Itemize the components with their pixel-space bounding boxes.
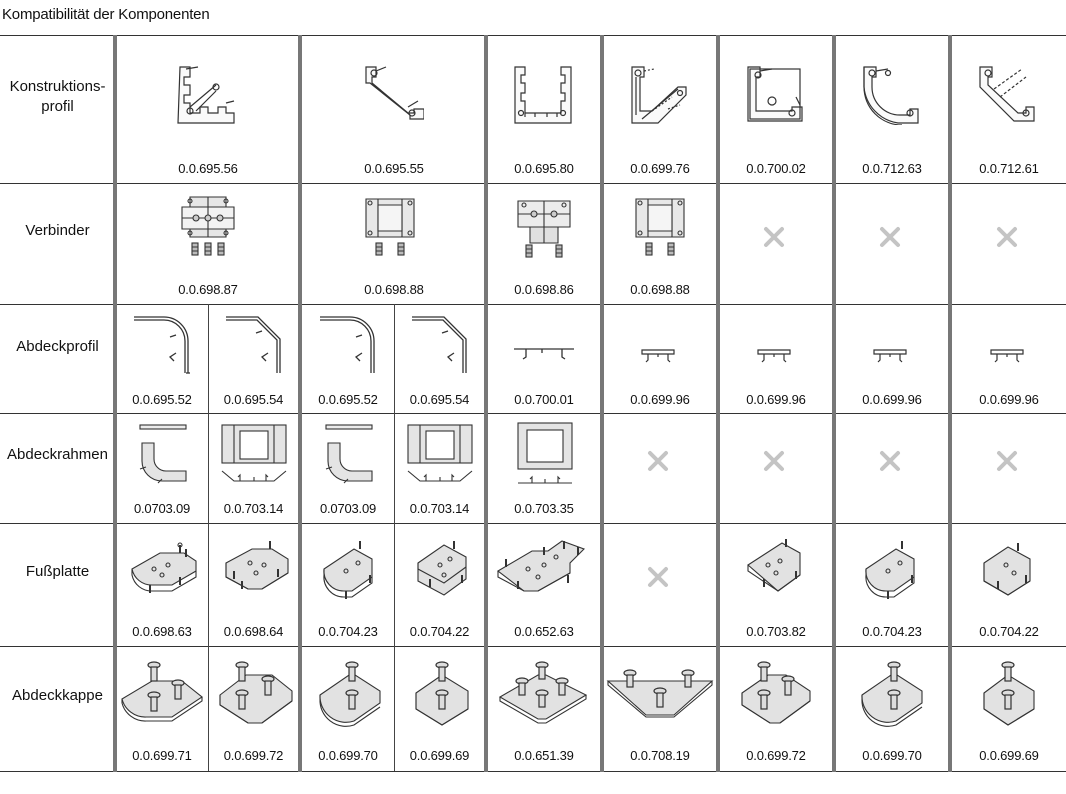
row-label-abdeckkappe: Abdeckkappe [12, 687, 103, 704]
cover-cap-bevel-image [606, 667, 714, 723]
profile-angled-image [628, 63, 690, 125]
code-label: 0.0.708.19 [630, 748, 690, 763]
cover-frame-corner-image [132, 421, 192, 489]
row-label-fussplatte: Fußplatte [25, 563, 90, 580]
base-plate-image [742, 535, 808, 607]
cover-profile-flat-image [512, 343, 576, 363]
base-plate-image [316, 535, 382, 607]
code-label: 0.0.699.70 [318, 748, 378, 763]
code-label: 0.0.700.01 [514, 392, 574, 407]
cover-profile-bevel-image [408, 313, 472, 377]
cover-profile-round-image [130, 313, 194, 377]
cover-cap-image [118, 659, 206, 731]
cover-frame-square-image [514, 419, 576, 491]
cover-cap-image [410, 659, 474, 731]
cover-frame-straight-image [220, 421, 288, 489]
base-plate-image [220, 535, 292, 607]
x-mark-icon [995, 225, 1019, 249]
profile-corner-image [176, 63, 238, 125]
code-label: 0.0.699.96 [630, 392, 690, 407]
cover-profile-small-image [989, 347, 1025, 363]
code-label: 0.0.704.22 [979, 624, 1039, 639]
cover-profile-small-image [640, 347, 676, 363]
profile-bevel-image [976, 63, 1038, 125]
row-label-konstruktionsprofil: Konstruktions- profil [9, 78, 106, 115]
code-label: 0.0.695.54 [223, 392, 284, 407]
code-label: 0.0.698.63 [132, 624, 192, 639]
connector-t-image [512, 191, 576, 263]
code-label: 0.0.695.80 [514, 161, 574, 176]
cover-cap-large-image [496, 659, 590, 731]
code-label: 0.0.652.63 [514, 624, 574, 639]
cover-frame-straight-image [406, 421, 474, 489]
code-label: 0.0.695.52 [132, 392, 192, 407]
code-label: 0.0.703.14 [223, 501, 284, 516]
base-plate-image [858, 535, 924, 607]
code-label: 0.0.698.64 [223, 624, 284, 639]
x-mark-icon [646, 565, 670, 589]
cover-cap-image [738, 659, 814, 731]
code-label: 0.0.695.54 [409, 392, 470, 407]
compatibility-table [0, 35, 1066, 772]
profile-diagonal-image [362, 63, 424, 125]
x-mark-icon [878, 225, 902, 249]
cover-frame-corner-image [318, 421, 378, 489]
row-label-abdeckprofil: Abdeckprofil [16, 338, 99, 355]
code-label: 0.0.699.96 [979, 392, 1039, 407]
code-label: 0.0.699.70 [862, 748, 922, 763]
code-label: 0.0.695.52 [318, 392, 378, 407]
code-label: 0.0703.09 [319, 501, 377, 516]
code-label: 0.0.704.22 [409, 624, 470, 639]
x-mark-icon [646, 449, 670, 473]
code-label: 0.0.704.23 [318, 624, 378, 639]
connector-cross-image [176, 191, 240, 263]
cover-cap-image [316, 659, 386, 731]
base-plate-image [410, 535, 474, 607]
code-label: 0.0.698.88 [630, 282, 690, 297]
code-label: 0.0.703.35 [514, 501, 574, 516]
code-label: 0.0.695.56 [178, 161, 238, 176]
cover-profile-small-image [872, 347, 908, 363]
row-label-verbinder: Verbinder [25, 222, 90, 239]
connector-straight-image [628, 191, 692, 263]
code-label: 0.0703.09 [133, 501, 191, 516]
code-label: 0.0.699.72 [223, 748, 284, 763]
code-label: 0.0.699.69 [409, 748, 470, 763]
code-label: 0.0.699.96 [746, 392, 806, 407]
code-label: 0.0.699.71 [132, 748, 192, 763]
code-label: 0.0.695.55 [364, 161, 424, 176]
code-label: 0.0.698.86 [514, 282, 574, 297]
code-label: 0.0.703.14 [409, 501, 470, 516]
row-label-abdeckrahmen: Abdeckrahmen [7, 446, 108, 463]
base-plate-large-image [494, 535, 590, 605]
profile-rounded-image [860, 63, 922, 125]
x-mark-icon [762, 449, 786, 473]
code-label: 0.0.699.76 [630, 161, 690, 176]
code-label: 0.0.698.88 [364, 282, 424, 297]
base-plate-image [128, 535, 200, 607]
connector-straight-image [358, 191, 422, 263]
code-label: 0.0.712.61 [979, 161, 1039, 176]
code-label: 0.0.704.23 [862, 624, 922, 639]
code-label: 0.0.699.96 [862, 392, 922, 407]
cover-profile-bevel-image [222, 313, 286, 377]
code-label: 0.0.651.39 [514, 748, 574, 763]
profile-u-image [511, 63, 573, 125]
x-mark-icon [878, 449, 902, 473]
cover-cap-image [858, 659, 928, 731]
base-plate-image [978, 535, 1038, 607]
code-label: 0.0.700.02 [746, 161, 806, 176]
page-title: Kompatibilität der Komponenten [2, 6, 210, 23]
cover-profile-small-image [756, 347, 792, 363]
cover-profile-round-image [316, 313, 380, 377]
profile-square-corner-image [744, 63, 806, 125]
code-label: 0.0.699.69 [979, 748, 1039, 763]
x-mark-icon [762, 225, 786, 249]
cover-cap-image [214, 659, 296, 731]
code-label: 0.0.698.87 [178, 282, 238, 297]
code-label: 0.0.712.63 [862, 161, 922, 176]
code-label: 0.0.699.72 [746, 748, 806, 763]
code-label: 0.0.703.82 [746, 624, 806, 639]
x-mark-icon [995, 449, 1019, 473]
cover-cap-image [978, 659, 1040, 731]
